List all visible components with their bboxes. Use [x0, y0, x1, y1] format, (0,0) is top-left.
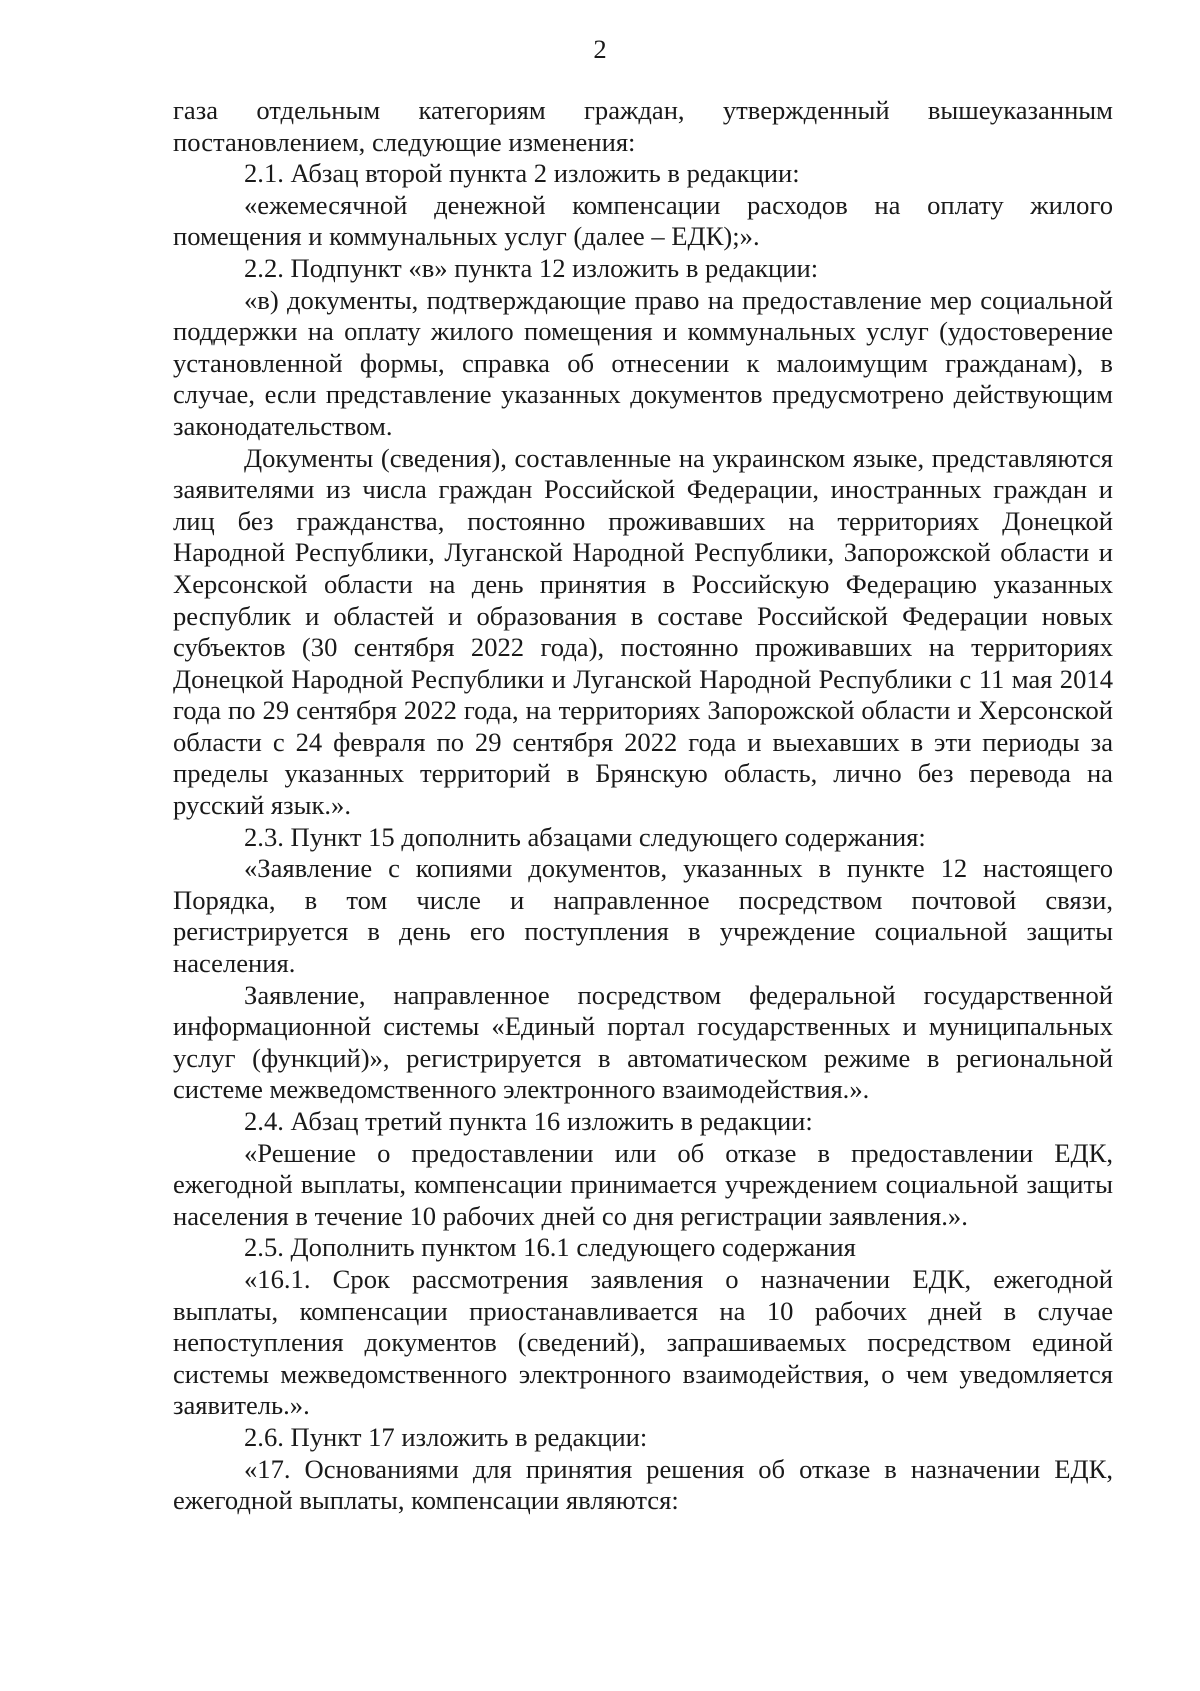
paragraph: «Заявление с копиями документов, указанных в пункте 12 настоящего Порядка, в том числе и направленное посредством почтовой связи, регистрируется в день его поступления в учреждение социальной защиты населения.	[173, 853, 1113, 979]
paragraph: газа отдельным категориям граждан, утвержденный вышеуказанным постановлением, следующие изменения:	[173, 95, 1113, 157]
paragraph: «в) документы, подтверждающие право на предоставление мер социальной поддержки на оплату жилого помещения и коммунальных услуг (удостоверение установленной формы, справка об отнесении к малоимущим гражданам), в случае, если представление указанных документов предусмотрено действующим законодательством.	[173, 284, 1113, 441]
paragraph: «ежемесячной денежной компенсации расходов на оплату жилого помещения и коммунальных услуг (далее – ЕДК);».	[173, 189, 1113, 252]
paragraph: 2.1. Абзац второй пункта 2 изложить в редакции:	[244, 158, 800, 189]
paragraph: Документы (сведения), составленные на украинском языке, представляются заявителями из числа граждан Российской Федерации, иностранных граждан и лиц без гражданства, постоянно проживавших на территориях Донецкой Народной Республики, Луганской Народной Республики, Запорожской области и Херсонской области на день принятия в Российскую Федерацию указанных республик и областей и образования в составе Российской Федерации новых субъектов (30 сентября 2022 года), постоянно проживавших на территориях Донецкой Народной Республики и Луганской Народной Республики с 11 мая 2014 года по 29 сентября 2022 года, на территориях Запорожской области и Херсонской области с 24 февраля по 29 сентября 2022 года и выехавших в эти периоды за пределы указанных территорий в Брянскую область, лично без перевода на русский язык.».	[173, 442, 1113, 821]
paragraph: 2.4. Абзац третий пункта 16 изложить в редакции:	[244, 1106, 813, 1136]
paragraph: 2.6. Пункт 17 изложить в редакции:	[244, 1421, 648, 1452]
paragraph: «Решение о предоставлении или об отказе в предоставлении ЕДК, ежегодной выплаты, компенсации принимается учреждением социальной защиты населения в течение 10 рабочих дней со дня регистрации заявления.».	[173, 1137, 1113, 1231]
paragraph: Заявление, направленное посредством федеральной государственной информационной системы «Единый портал государственных и муниципальных услуг (функций)», регистрируется в автоматическом режиме в региональной системе межведомственного электронного взаимодействия.».	[173, 979, 1113, 1105]
page-number: 2	[593, 34, 607, 64]
paragraph: «17. Основаниями для принятия решения об отказе в назначении ЕДК, ежегодной выплаты, компенсации являются:	[173, 1453, 1113, 1516]
paragraph: 2.3. Пункт 15 дополнить абзацами следующего содержания:	[244, 821, 926, 852]
paragraph: «16.1. Срок рассмотрения заявления о назначении ЕДК, ежегодной выплаты, компенсации приостанавливается на 10 рабочих дней в случае непоступления документов (сведений), запрашиваемых посредством единой системы межведомственного электронного взаимодействия, о чем уведомляется заявитель.».	[173, 1263, 1113, 1421]
paragraph: 2.2. Подпункт «в» пункта 12 изложить в редакции:	[244, 252, 819, 283]
document-body	[173, 95, 1113, 1517]
paragraph: 2.5. Дополнить пунктом 16.1 следующего содержания	[244, 1232, 856, 1263]
